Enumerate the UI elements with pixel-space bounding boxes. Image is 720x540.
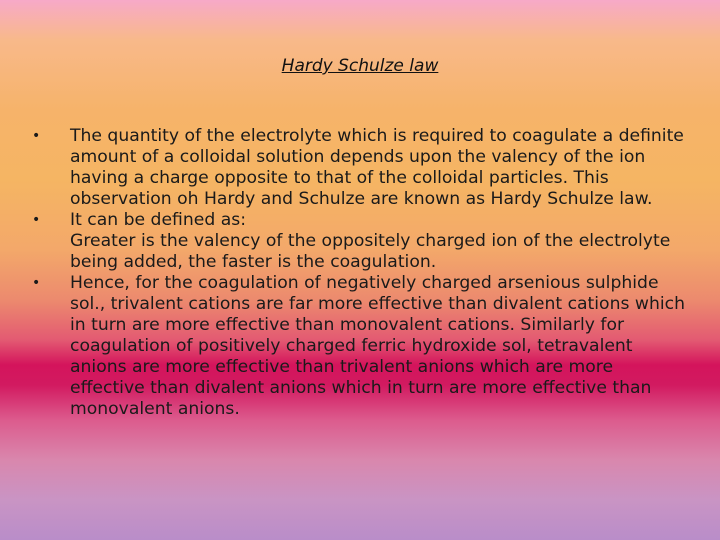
bullet-text: The quantity of the electrolyte which is required to coagulate a definite amount of a colloidal solution depends upon the valency of the ion having a charge opposite to that of the colloidal particles. This observation oh Hardy and Schulze are known as Hardy Schulze law. (70, 126, 684, 209)
bullet-icon: • (32, 275, 41, 291)
bullet-text: Hence, for the coagulation of negatively charged arsenious sulphide sol., trivalent cations are far more effective than divalent cations which in turn are more effective than monovalent cations. Similarly for coagulation of positively charged ferric hydroxide sol, tetravalent anions are more effective than trivalent anions which are more effective than divalent anions which in turn are more effective than monovalent anions. (70, 273, 685, 419)
list-item (30, 273, 690, 420)
bullet-icon: • (32, 212, 41, 228)
bullet-list (30, 126, 690, 420)
list-item (30, 210, 690, 273)
bullet-continuation-text: Greater is the valency of the oppositely charged ion of the electrolyte being added, the faster is the coagulation. (70, 231, 671, 272)
bullet-text: It can be defined as: (70, 210, 246, 230)
bullet-icon: • (32, 128, 41, 144)
list-item (30, 126, 690, 210)
slide-title: Hardy Schulze law (281, 56, 439, 76)
